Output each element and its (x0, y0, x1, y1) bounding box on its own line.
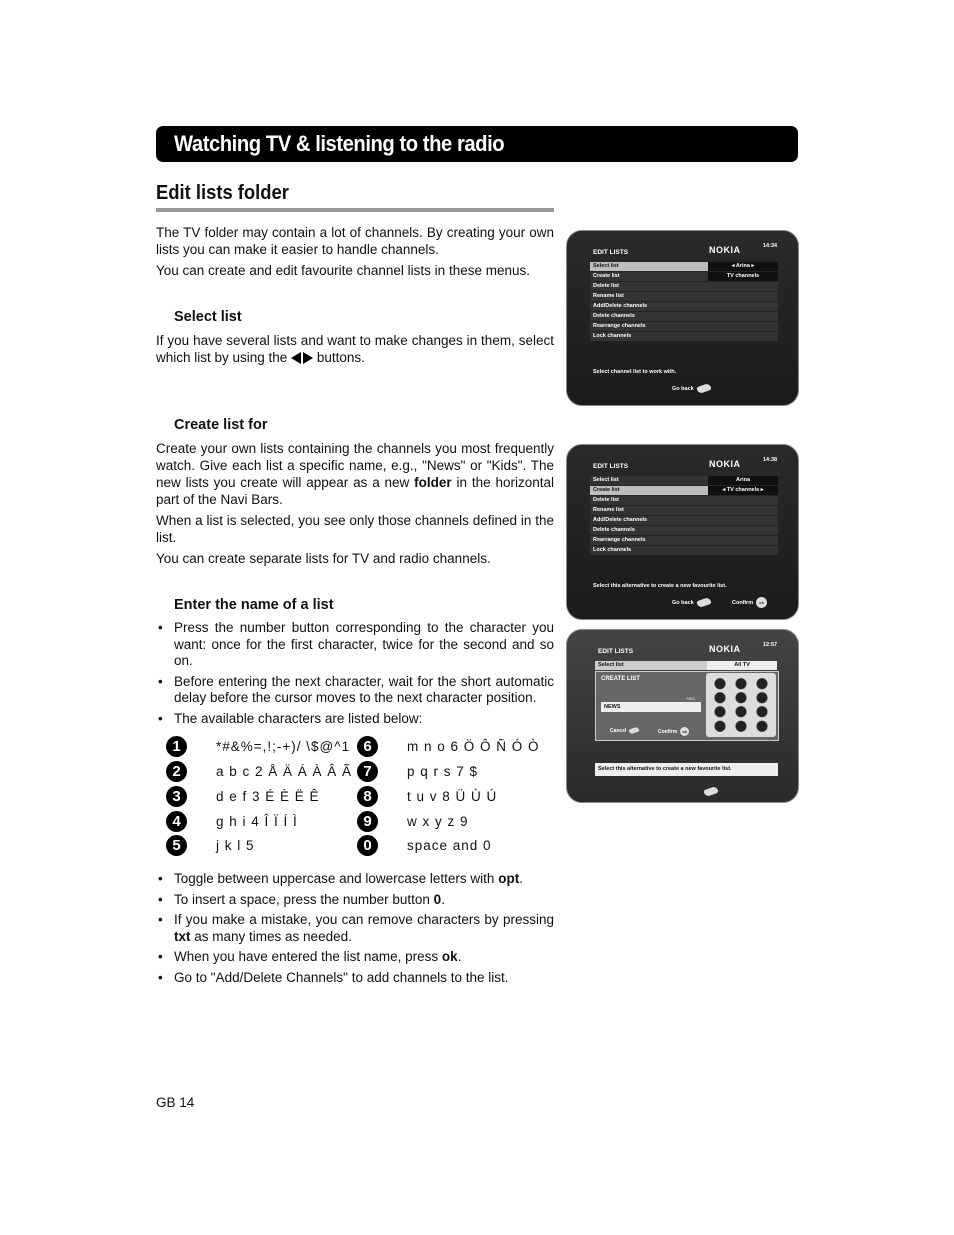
create-list-paragraph-2: When a list is selected, you see only those channels defined in the list. (156, 513, 554, 545)
list-item (156, 912, 554, 945)
nokia-logo: NOKIA (709, 644, 741, 654)
keypad-buttons-icon (711, 677, 771, 733)
menu-list (590, 476, 778, 556)
create-list-heading: Create list for (174, 417, 268, 433)
menu-item[interactable]: Delete list (590, 282, 778, 291)
list-item (156, 871, 554, 888)
enter-name-heading: Enter the name of a list (174, 597, 334, 613)
menu-value: ◂ Arina ▸ (708, 262, 778, 271)
tip-text: If you make a mistake, you can remove characters by pressing (174, 912, 554, 927)
select-list-heading: Select list (174, 309, 242, 325)
create-list-text-end: in the horizontal part of the Navi Bars. (156, 475, 554, 507)
key-characters: p q r s 7 $ (407, 764, 479, 779)
menu-list (590, 262, 778, 342)
menu-item[interactable]: Select list ◂ Arina ▸ (590, 262, 778, 271)
confirm-button[interactable]: Confirm ok (732, 597, 767, 608)
ok-key: ok (441, 949, 458, 964)
select-list-row[interactable] (595, 661, 777, 670)
intro-paragraph-2: You can create and edit favourite channel lists in these menus. (156, 263, 530, 278)
key-number: 7 (357, 761, 378, 782)
key-characters: g h i 4 Î Ï Í Ì (216, 814, 298, 829)
go-back-button[interactable]: Go back (672, 599, 711, 606)
opt-key: opt (498, 871, 520, 886)
key-number: 6 (357, 736, 378, 757)
screenshot-create-list (566, 444, 799, 620)
menu-item[interactable]: Rename list (590, 506, 778, 515)
key-number: 9 (357, 811, 378, 832)
menu-item[interactable]: Delete list (590, 496, 778, 505)
confirm-button[interactable]: Confirm ok (658, 727, 689, 736)
create-list-paragraph-3: You can create separate lists for TV and radio channels. (156, 551, 491, 566)
key-characters: d e f 3 É È Ë Ê (216, 789, 320, 804)
list-item: • The available characters are listed below: (156, 711, 554, 728)
ok-icon: ok (680, 727, 689, 736)
select-list-paragraph (156, 332, 554, 366)
menu-item[interactable]: Add/Delete channels (590, 302, 778, 311)
screenshot-enter-name (566, 629, 799, 803)
key-row (166, 761, 556, 785)
screen-hint: Select this alternative to create a new favourite list. (595, 763, 778, 776)
menu-value: Arina (708, 476, 778, 485)
menu-item[interactable]: Lock channels (590, 546, 778, 555)
select-list-text-end: buttons. (316, 350, 365, 365)
ok-icon: ok (756, 597, 767, 608)
key-number: 8 (357, 786, 378, 807)
menu-item[interactable]: Delete channels (590, 526, 778, 535)
tip-text: Toggle between uppercase and lowercase letters with (174, 871, 495, 886)
menu-value: ◂ TV channels ▸ (708, 486, 778, 495)
key-number: 3 (166, 786, 187, 807)
tip-punct: . (519, 871, 523, 886)
menu-item[interactable]: Delete channels (590, 312, 778, 321)
key-row (166, 736, 556, 760)
list-item: • Before entering the next character, wait for the short automatic delay before the cursor moves to the next character position. (156, 674, 554, 707)
menu-value: TV channels (708, 272, 778, 281)
screen-clock: 14:34 (763, 243, 778, 249)
section-divider (156, 208, 554, 212)
tips-bullets (156, 871, 554, 990)
tip-text: To insert a space, press the number button (174, 891, 430, 907)
menu-item[interactable]: Rearrange channels (590, 536, 778, 545)
enter-name-bullets (156, 620, 554, 731)
intro-paragraph-1: The TV folder may contain a lot of channels. By creating your own lists you can make it easier to handle channels. (156, 225, 554, 257)
screen-title: EDIT LISTS (593, 249, 629, 256)
remote-keypad-image (706, 673, 776, 737)
chapter-header (156, 126, 798, 162)
screen-hint: Select channel list to work with. (593, 369, 677, 375)
screen-clock: 12:57 (763, 642, 778, 648)
list-item (156, 892, 554, 909)
menu-item[interactable]: Create list TV channels (590, 272, 778, 281)
menu-item[interactable]: Add/Delete channels (590, 516, 778, 525)
list-item (156, 949, 554, 966)
key-row (166, 835, 556, 859)
key-number: 5 (166, 835, 187, 856)
key-characters: t u v 8 Ü Ù Ú (407, 789, 498, 804)
key-characters: w x y z 9 (407, 814, 469, 829)
screenshot-select-list (566, 230, 799, 406)
select-list-text: If you have several lists and want to make changes in them, select which list by using the (156, 333, 554, 365)
key-number: 0 (357, 835, 378, 856)
key-number: 1 (166, 736, 187, 757)
screen-clock: 14:38 (763, 457, 778, 463)
txt-key: txt (174, 928, 191, 944)
key-characters: m n o 6 Ö Ô Ñ Ó Ò (407, 739, 540, 754)
create-list-text: Create your own lists containing the channels you most frequently watch. Give each list a specific name, e.g., "News" or "Kids". The new lists you create will appear as a new (156, 441, 554, 490)
menu-item[interactable]: Select list Arina (590, 476, 778, 485)
screen-title: EDIT LISTS (593, 463, 629, 470)
key-row (166, 786, 556, 810)
menu-item[interactable]: Rearrange channels (590, 322, 778, 331)
nokia-logo: NOKIA (709, 459, 741, 469)
tip-punct: . (457, 949, 462, 964)
remote-icon (629, 727, 640, 735)
tip-text: When you have entered the list name, press (174, 949, 439, 964)
nokia-logo: NOKIA (709, 245, 741, 255)
menu-item[interactable]: Create list ◂ TV channels ▸ (590, 486, 778, 495)
list-item: • Press the number button corresponding to the character you want: once for the first character, twice for the second and so on. (156, 620, 554, 670)
section-title: Edit lists folder (156, 182, 289, 204)
key-characters: j k l 5 (216, 838, 255, 853)
key-characters: space and 0 (407, 838, 492, 853)
key-characters: *#&%=,!;-+)/ \$@^1 (216, 739, 351, 754)
key-number: 4 (166, 811, 187, 832)
key-row (166, 811, 556, 835)
row-value: All TV (707, 661, 777, 670)
chapter-title: Watching TV & listening to the radio (174, 131, 505, 156)
list-name-input[interactable]: NEWS (601, 702, 701, 712)
page-number: GB 14 (156, 1095, 195, 1110)
folder-keyword: folder (414, 475, 452, 490)
create-list-paragraph-1 (156, 440, 554, 508)
key-number: 2 (166, 761, 187, 782)
cancel-button[interactable]: Cancel (610, 728, 639, 734)
create-list-dialog (595, 671, 779, 741)
left-right-arrows-icon (291, 350, 313, 365)
dialog-title: CREATE LIST (601, 676, 640, 682)
menu-item[interactable]: Rename list (590, 292, 778, 301)
character-table (166, 736, 556, 862)
row-label: Select list (598, 662, 624, 668)
menu-item[interactable]: Lock channels (590, 332, 778, 341)
list-item: • Go to "Add/Delete Channels" to add channels to the list. (156, 970, 554, 987)
tip-punct: . (441, 891, 445, 907)
screen-title: EDIT LISTS (598, 648, 634, 655)
screen-hint: Select this alternative to create a new favourite list. (593, 583, 727, 589)
case-indicator: ABC (686, 696, 696, 701)
zero-key: 0 (433, 891, 442, 907)
go-back-button[interactable]: Go back (672, 385, 711, 392)
tip-text-end: as many times as needed. (194, 928, 352, 944)
key-characters: a b c 2 Å Ä Á À Â Ã (216, 764, 353, 779)
